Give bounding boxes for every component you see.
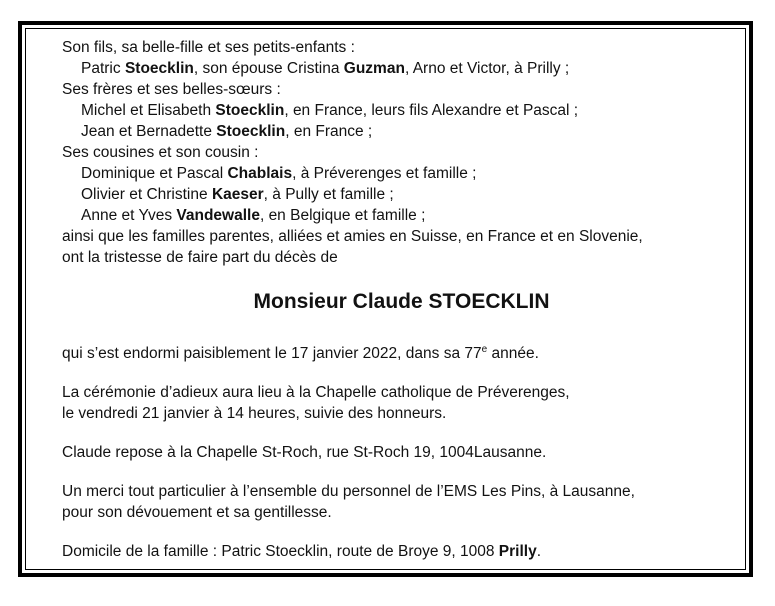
text-segment: année. (487, 345, 539, 362)
text-segment: Olivier et Christine (81, 186, 212, 203)
family-line (62, 142, 741, 163)
notice-paragraph (62, 382, 741, 424)
text-segment: pour son dévouement et sa gentillesse. (62, 504, 332, 521)
family-line (62, 37, 741, 58)
text-segment: Ses frères et ses belles-sœurs : (62, 81, 281, 98)
notice-paragraph (62, 442, 741, 463)
text-segment: le vendredi 21 janvier à 14 heures, suivie des honneurs. (62, 405, 447, 422)
paragraph-line (62, 442, 741, 463)
text-segment: , en Belgique et famille ; (259, 207, 426, 224)
name-emphasis: Stoecklin (215, 102, 285, 119)
text-segment: Son fils, sa belle-fille et ses petits-enfants : (62, 39, 355, 56)
family-line (62, 58, 741, 79)
notice-paragraph (62, 541, 741, 562)
announcement-section (62, 343, 741, 562)
family-line (62, 100, 741, 121)
text-segment: , son épouse Cristina (193, 60, 344, 77)
family-line (62, 226, 741, 247)
text-segment: Domicile de la famille : Patric Stoecklin, route de Broye 9, 1008 (62, 543, 499, 560)
family-line (62, 247, 741, 268)
notice-inner-border (25, 28, 746, 570)
text-segment: , à Pully et famille ; (263, 186, 394, 203)
family-line (62, 79, 741, 100)
paragraph-line (62, 403, 741, 424)
text-segment: Patric (81, 60, 125, 77)
notice-content (26, 29, 745, 562)
family-section (62, 37, 741, 268)
name-emphasis: Kaeser (211, 186, 264, 203)
paragraph-line (62, 481, 741, 502)
text-segment: , en France ; (285, 123, 373, 140)
deceased-name: Monsieur Claude STOECKLIN (253, 290, 550, 313)
name-emphasis: Vandewalle (176, 207, 260, 224)
text-segment: Claude repose à la Chapelle St-Roch, rue St-Roch 19, 1004Lausanne. (62, 444, 547, 461)
family-line (62, 205, 741, 226)
family-line (62, 184, 741, 205)
text-segment: , en France, leurs fils Alexandre et Pascal ; (284, 102, 579, 119)
text-segment: , Arno et Victor, à Prilly ; (404, 60, 570, 77)
notice-outer-border (18, 21, 753, 577)
notice-paragraph (62, 343, 741, 364)
text-segment: Ses cousines et son cousin : (62, 144, 259, 161)
text-segment: . (536, 543, 542, 560)
notice-paragraph (62, 481, 741, 523)
text-segment: ainsi que les familles parentes, alliées et amies en Suisse, en France et en Slovenie, (62, 228, 643, 245)
family-line (62, 163, 741, 184)
paragraph-line (62, 343, 741, 364)
name-emphasis: Chablais (227, 165, 293, 182)
text-segment: La cérémonie d’adieux aura lieu à la Chapelle catholique de Préverenges, (62, 384, 570, 401)
text-segment: Michel et Elisabeth (81, 102, 216, 119)
family-line (62, 121, 741, 142)
paragraph-line (62, 541, 741, 562)
name-emphasis: Stoecklin (216, 123, 286, 140)
text-segment: ont la tristesse de faire part du décès de (62, 249, 338, 266)
ordinal-superscript: e (481, 343, 488, 355)
text-segment: Dominique et Pascal (81, 165, 228, 182)
text-segment: Un merci tout particulier à l’ensemble du personnel de l’EMS Les Pins, à Lausanne, (62, 483, 635, 500)
paragraph-line (62, 382, 741, 403)
paragraph-line (62, 502, 741, 523)
name-emphasis: Stoecklin (124, 60, 194, 77)
name-emphasis: Guzman (343, 60, 405, 77)
text-segment: qui s’est endormi paisiblement le 17 janvier 2022, dans sa 77 (62, 345, 482, 362)
name-emphasis: Prilly (498, 543, 537, 560)
text-segment: Anne et Yves (81, 207, 177, 224)
text-segment: Jean et Bernadette (81, 123, 217, 140)
text-segment: , à Préverenges et famille ; (292, 165, 477, 182)
